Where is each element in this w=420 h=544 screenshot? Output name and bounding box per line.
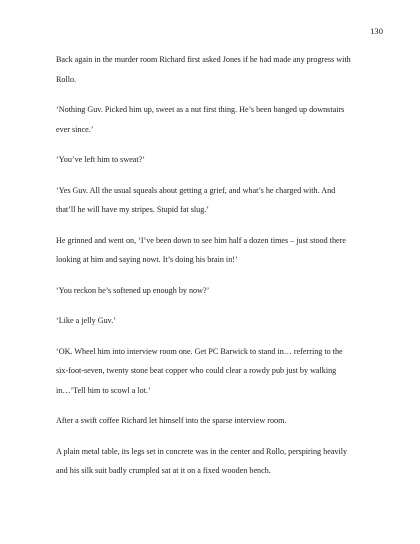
text-line: ‘Yes Guv. All the usual squeals about getting a grief, and what’s he charged with. And	[56, 185, 336, 195]
text-line: ‘You’ve left him to sweat?’	[56, 155, 145, 164]
paragraph	[56, 281, 376, 301]
paragraph	[56, 442, 376, 481]
paragraph	[56, 311, 376, 331]
text-line: and his silk suit badly crumpled sat at it on a fixed wooden bench.	[56, 466, 271, 475]
text-line: He grinned and went on, ‘I’ve been down to see him half a dozen times – just stood there	[56, 235, 346, 245]
paragraph	[56, 100, 376, 139]
text-line: Rollo.	[56, 74, 77, 84]
text-line: that’ll he will have my stripes. Stupid fat slug.’	[56, 205, 209, 214]
text-line: in…’Tell him to scowl a lot.’	[56, 385, 151, 395]
text-line: ‘OK. Wheel him into interview room one. Get PC Barwick to stand in… referring to the	[56, 346, 343, 356]
text-line: looking at him and saying nowt. It’s doing his brain in!’	[56, 255, 238, 264]
paragraph	[56, 181, 376, 220]
text-line: six-foot-seven, twenty stone beat copper who could clear a rowdy pub just by walking	[56, 366, 337, 375]
text-line: A plain metal table, its legs set in concrete was in the center and Rollo, perspiring heavily	[56, 446, 348, 456]
text-line: ever since.’	[56, 124, 94, 134]
page-body	[56, 50, 376, 481]
paragraph	[56, 50, 376, 89]
text-line: ‘You reckon he’s softened up enough by now?’	[56, 285, 210, 295]
text-line: After a swift coffee Richard let himself into the sparse interview room.	[56, 416, 287, 425]
text-line: ‘Like a jelly Guv.’	[56, 316, 116, 325]
paragraph	[56, 150, 376, 170]
page-number: 130	[370, 26, 383, 36]
paragraph	[56, 411, 376, 431]
text-line: Back again in the murder room Richard first asked Jones if he had made any progress with	[56, 55, 351, 64]
text-line: ‘Nothing Guv. Picked him up, sweet as a nut first thing. He’s been banged up downstairs	[56, 105, 345, 114]
paragraph	[56, 342, 376, 401]
paragraph	[56, 231, 376, 270]
